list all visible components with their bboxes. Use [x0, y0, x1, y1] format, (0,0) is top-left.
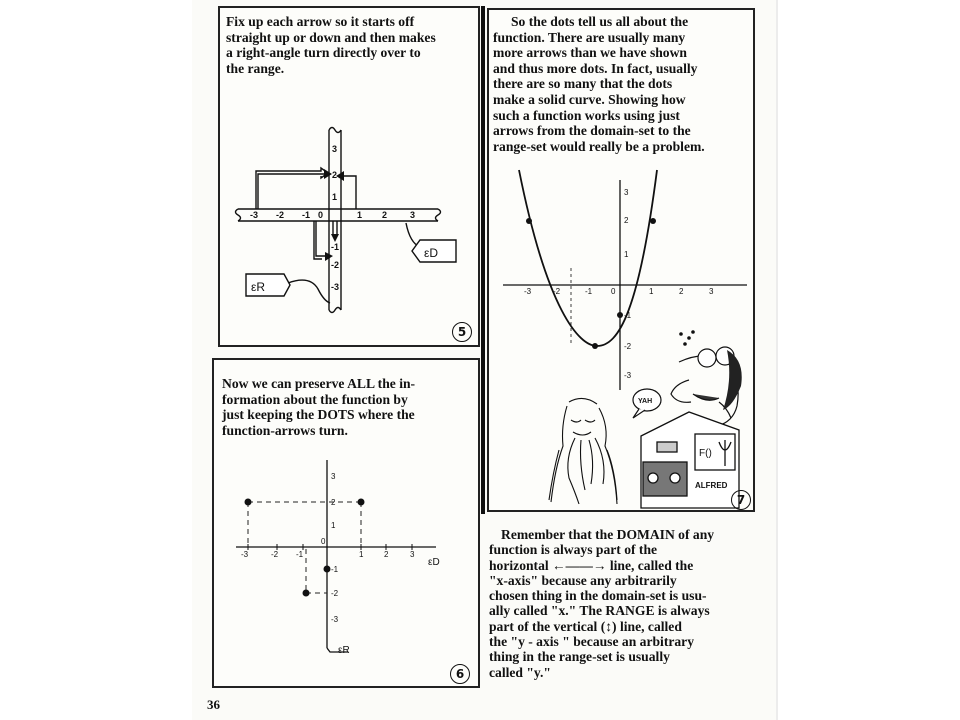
svg-text:YAH: YAH	[638, 398, 653, 405]
panel-number: 6	[450, 664, 470, 684]
text-line: Fix up each arrow so it starts off	[226, 14, 415, 29]
machine-label: ALFRED	[695, 481, 728, 490]
text-line: formation about the function by	[222, 391, 408, 407]
tick-label: -3	[524, 287, 532, 296]
text-line: horizontal ←——→ line, called the	[489, 557, 694, 573]
tick-label: -3	[624, 371, 632, 380]
tick-label: 3	[332, 144, 338, 154]
text-line: the "y - axis " because an arbitrary	[489, 634, 695, 650]
range-label: εR	[338, 645, 350, 656]
tick-label: 3	[410, 210, 416, 220]
text-line: part of the vertical (↕) line, called	[489, 618, 682, 634]
text-line: function is always part of the	[489, 542, 658, 558]
tick-label: -1	[331, 242, 340, 252]
tick-label: -2	[331, 589, 339, 598]
panel-5	[218, 6, 480, 347]
tick-label: -1	[296, 550, 304, 559]
text-line: function-arrows turn.	[222, 422, 348, 438]
tick-label: 1	[332, 192, 338, 202]
range-tag	[246, 274, 290, 296]
text-line: straight up or down and then makes	[226, 29, 436, 45]
text-line: such a function works using just	[493, 107, 680, 123]
graph-dot	[303, 590, 310, 597]
tick-label: 3	[624, 188, 629, 197]
tick-label: 1	[359, 550, 364, 559]
tick-label: 2	[384, 550, 389, 559]
curve-dot	[617, 312, 623, 318]
tick-label: -2	[624, 342, 632, 351]
screen-label: F()	[699, 448, 712, 459]
text-line: called "y."	[489, 664, 551, 680]
tick-label: -1	[331, 565, 339, 574]
curve-dot	[526, 218, 532, 224]
text-line: and thus more dots. In fact, usually	[493, 60, 698, 76]
text-line: "x-axis" because any arbitrarily	[489, 572, 677, 588]
panel-7	[487, 8, 755, 512]
tick-label: -3	[250, 210, 259, 220]
text-line: ally called "x." The RANGE is always	[489, 603, 710, 619]
text-line: arrows from the domain-set to the	[493, 123, 691, 139]
text-line: make a solid curve. Showing how	[493, 91, 686, 107]
tick-label: 1	[624, 250, 629, 259]
tick-label: 1	[357, 210, 363, 220]
tick-label: -2	[276, 210, 285, 220]
tick-label: -2	[271, 550, 279, 559]
speech-bubble	[633, 389, 661, 418]
text-line: Remember that the DOMAIN of any	[501, 527, 715, 542]
tick-label: 1	[331, 521, 336, 530]
text-line: just keeping the DOTS where the	[222, 407, 415, 423]
tick-label: 3	[709, 287, 714, 296]
text-line: a right-angle turn directly over to	[226, 45, 421, 61]
graph-dot	[358, 499, 365, 506]
tick-label: -3	[331, 615, 339, 624]
page-edge	[776, 0, 778, 720]
tick-label: 2	[331, 498, 336, 507]
text-line: Now we can preserve ALL the in-	[222, 376, 416, 391]
text-line: there are so many that the dots	[493, 76, 673, 92]
tick-label: 2	[332, 170, 338, 180]
man-with-goggles	[671, 331, 738, 426]
tick-label: 2	[382, 210, 388, 220]
text-line: chosen thing in the domain-set is usu-	[489, 588, 707, 604]
tick-label: -2	[331, 260, 340, 270]
curve-dot	[650, 218, 656, 224]
svg-text:εD: εD	[424, 246, 439, 260]
dot-graph	[214, 360, 478, 686]
domain-label: εD	[428, 557, 440, 568]
text-line: range-set would really be a problem.	[493, 138, 705, 154]
tick-label: 3	[410, 550, 415, 559]
graph-dot	[245, 499, 252, 506]
tick-label: -1	[302, 210, 311, 220]
text-line: the range.	[226, 60, 285, 76]
bearded-figure	[549, 398, 617, 504]
alfred-machine	[641, 412, 739, 508]
page-number: 36	[207, 697, 220, 712]
text-line: more arrows than we have shown	[493, 45, 687, 61]
arrow-mapping-diagram	[220, 8, 478, 345]
tick-label: -2	[553, 287, 561, 296]
tick-label: 0	[611, 287, 616, 296]
parabola-cartoon	[489, 10, 753, 510]
text-line: function. There are usually many	[493, 29, 686, 45]
tick-label: -1	[624, 311, 632, 320]
svg-text:εR: εR	[251, 280, 266, 294]
panel-number: 5	[452, 322, 472, 342]
tick-label: 0	[321, 537, 326, 546]
panel-divider	[481, 6, 485, 514]
tick-label: -3	[331, 282, 340, 292]
tick-label: 3	[331, 472, 336, 481]
tick-label: -3	[241, 550, 249, 559]
tick-label: 2	[624, 216, 629, 225]
text-line: So the dots tell us all about the	[511, 14, 689, 29]
tick-label: 2	[679, 287, 684, 296]
text-line: thing in the range-set is usually	[489, 649, 670, 665]
curve-dot	[592, 343, 598, 349]
tick-label: 1	[649, 287, 654, 296]
panel-6	[212, 358, 480, 688]
panel-number: 7	[731, 490, 751, 510]
graph-dot	[324, 566, 331, 573]
axis-explanation-text	[489, 527, 714, 680]
domain-tag	[412, 240, 456, 262]
tick-label: 0	[318, 210, 324, 220]
tick-label: -1	[585, 287, 593, 296]
